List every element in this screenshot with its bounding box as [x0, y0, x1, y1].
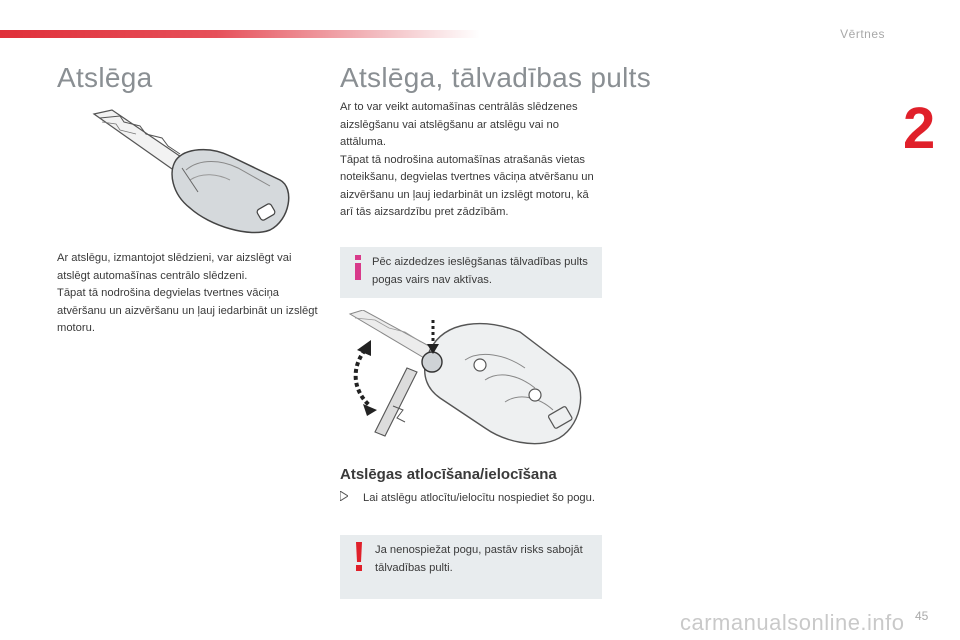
- key-illustration: [90, 108, 300, 238]
- fold-instruction: [340, 490, 600, 508]
- fold-subtitle: Atslēgas atlocīšana/ielocīšana: [340, 466, 557, 483]
- right-paragraph-2: Tāpat tā nodrošina automašīnas atrašanās vietas noteikšanu, degvielas tvertnes vāciņa atvēršanu un aizvēršanu un ļauj iedarbināt un izslēgt motoru, kā arī tās aizsardzību pret zādzībām.: [340, 153, 594, 218]
- left-paragraph-2: Tāpat tā nodrošina degvielas tvertnes vāciņa atvēršanu un aizvēršanu un ļauj iedarbināt un izslēgt motoru.: [57, 287, 318, 334]
- info-note-box: [340, 247, 602, 298]
- right-title: Atslēga, tālvadības pults: [340, 62, 652, 93]
- section-label: Vērtnes: [840, 27, 885, 41]
- info-icon: [353, 255, 363, 280]
- warning-note-text: Ja nenospiežat pogu, pastāv risks sabojāt tālvadības pulti.: [375, 544, 583, 574]
- arrow-bullet-icon: [340, 490, 350, 508]
- info-note-text: Pēc aizdedzes ieslēgšanas tālvadības pults pogas vairs nav aktīvas.: [372, 256, 588, 286]
- left-paragraph-1: Ar atslēgu, izmantojot slēdzieni, var aizslēgt vai atslēgt automašīnas centrālo slēdzeni.: [57, 252, 292, 282]
- header-accent-bar: [0, 30, 480, 38]
- right-paragraph-1: Ar to var veikt automašīnas centrālās slēdzenes aizslēgšanu vai atslēgšanu ar atslēgu vai no attāluma.: [340, 101, 578, 148]
- right-body-text: [340, 99, 595, 222]
- left-body-text: [57, 250, 322, 338]
- left-title: Atslēga: [57, 62, 153, 93]
- watermark: carmanualsonline.info: [680, 610, 905, 635]
- remote-key-illustration: [345, 310, 590, 450]
- fold-instruction-text: Lai atslēgu atlocītu/ielocītu nospiediet šo pogu.: [363, 492, 595, 504]
- exclamation-icon: [352, 542, 366, 572]
- warning-note-box: [340, 535, 602, 599]
- page-number: 45: [915, 609, 929, 623]
- chapter-number: 2: [903, 96, 936, 161]
